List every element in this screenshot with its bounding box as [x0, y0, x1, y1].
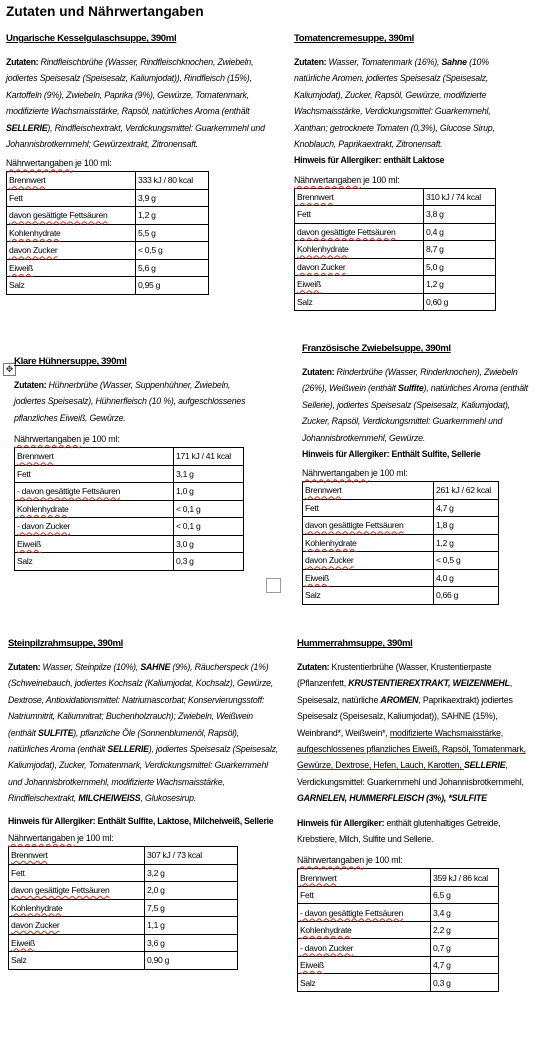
nutrition-row — [303, 552, 499, 570]
nutrition-table — [6, 171, 209, 295]
nutrient-name: Eiweiß — [7, 259, 136, 277]
nutrient-value: 3,2 g — [145, 864, 238, 882]
nutrition-row — [295, 188, 496, 206]
nutrition-row — [15, 500, 244, 518]
nutrient-value: 6,5 g — [431, 886, 499, 904]
nutrition-heading: Nährwertangaben je 100 ml: — [8, 833, 114, 844]
nutrient-name: Brennwert — [303, 482, 434, 500]
nutrition-heading: Nährwertangaben je 100 ml: — [302, 468, 408, 479]
nutrition-table — [8, 846, 238, 970]
nutrient-name: Salz — [303, 587, 434, 605]
nutrient-name: Salz — [298, 974, 431, 992]
nutrient-value: 3,9 g — [136, 189, 209, 207]
nutrition-heading: Nährwertangaben je 100 ml: — [294, 174, 400, 185]
nutrient-name: Salz — [295, 293, 424, 311]
nutrient-value: 3,1 g — [174, 465, 244, 483]
soup-title: Französische Zwiebelsuppe, 390ml — [302, 343, 451, 354]
nutrition-row — [15, 483, 244, 501]
nutrient-value: 5,6 g — [136, 259, 209, 277]
nutrition-row — [15, 465, 244, 483]
nutrition-row — [9, 917, 238, 935]
nutrient-value: 333 kJ / 80 kcal — [136, 172, 209, 190]
nutrient-value: 0,4 g — [424, 223, 496, 241]
nutrient-name: Eiweiß — [9, 934, 145, 952]
nutrition-row — [7, 224, 209, 242]
nutrition-row — [298, 939, 499, 957]
nutrition-row — [7, 189, 209, 207]
nutrient-value: 0,60 g — [424, 293, 496, 311]
nutrient-value: 359 kJ / 86 kcal — [431, 869, 499, 887]
nutrient-value: 1,0 g — [174, 483, 244, 501]
nutrient-name: davon Zucker — [295, 258, 424, 276]
nutrient-value: 1,1 g — [145, 917, 238, 935]
nutrient-name: davon Zucker — [9, 917, 145, 935]
soup-gulasch — [6, 32, 268, 295]
checkbox[interactable] — [266, 578, 281, 593]
nutrient-name: Brennwert — [9, 847, 145, 865]
nutrition-row — [295, 293, 496, 311]
nutrition-row — [15, 553, 244, 571]
nutrition-row — [298, 921, 499, 939]
nutrition-row — [15, 448, 244, 466]
nutrient-value: 0,90 g — [145, 952, 238, 970]
nutrient-value: 8,7 g — [424, 241, 496, 259]
nutrition-row — [9, 899, 238, 917]
nutrient-value: 4,7 g — [431, 956, 499, 974]
allergy-note: Hinweis für Allergiker: enthält Laktose — [294, 155, 445, 166]
nutrition-heading: Nährwertangaben je 100 ml: — [14, 434, 120, 445]
nutrient-name: Brennwert — [7, 172, 136, 190]
nutrient-value: 0,3 g — [431, 974, 499, 992]
nutrition-row — [7, 207, 209, 225]
nutrient-name: Salz — [9, 952, 145, 970]
nutrient-name: Kohlenhydrate — [295, 241, 424, 259]
soup-steinpilz — [8, 637, 280, 970]
nutrient-value: 7,5 g — [145, 899, 238, 917]
ingredients: Zutaten: Wasser, Steinpilze (10%), SAHNE (9%), Räucherspeck (1%) (Schweinebauch, jodiertes Kochsalz (Kaliumjodat, Kochsalz), Gewürze, Dextrose, Antioxidationsmittel: Natriumascorbat; Konservierungsstoff: Natriumnitrit, Kaliumnitrat; Buchenholzrauch); Zwiebeln, Weißwein (enthält SULFITE), pflanzliche Öle (Sonnenblumenöl, Rapsöl), natürliches Aroma (enthält SELLERIE), jodiertes Speisesalz (Speisesalz, Kaliumjodat), Zucker, Tomatenmark, Verdickungsmittel: Guarkernmehl und Johannisbrotkernmehl, modifizierte Wachsmaisstärke, Rindfleischextrakt, MILCHEIWEISS, Glukosesirup. — [8, 662, 279, 804]
ingredients: Zutaten: Hühnerbrühe (Wasser, Suppenhühner, Zwiebeln, jodiertes Speisesalz), Hühnerfleisch (10 %), aufgeschlossenes pflanzliches Eiweiß, Gewürze. — [14, 380, 246, 423]
nutrient-value: 0,7 g — [431, 939, 499, 957]
nutrition-row — [15, 518, 244, 536]
nutrient-name: Kohlenhydrate — [15, 500, 174, 518]
nutrient-name: davon Zucker — [7, 242, 136, 260]
nutrient-value: 0,66 g — [434, 587, 499, 605]
allergy-note: Hinweis für Allergiker: enthält glutenhaltiges Getreide, Krebstiere, Milch, Sulfite und Sellerie. — [297, 817, 501, 845]
nutrition-row — [303, 517, 499, 535]
nutrient-name: Fett — [298, 886, 431, 904]
nutrient-value: 3,6 g — [145, 934, 238, 952]
nutrition-row — [298, 956, 499, 974]
nutrient-name: Salz — [15, 553, 174, 571]
nutrient-name: - davon gesättigte Fettsäuren — [15, 483, 174, 501]
nutrition-table — [302, 481, 499, 605]
ingredients: Zutaten: Rindfleischbrühe (Wasser, Rindfleischknochen, Zwiebeln, jodiertes Speisesalz (Speisesalz, Kaliumjodat)), Rindfleisch (15%), Kartoffeln (9%), Zwiebeln, Paprika (9%), Gewürze, Tomatenmark, modifizierte Wachsmaisstärke, Rapsöl, natürliches Aroma (enthält SELLERIE), Rindfleischextrakt, Verdickungsmittel: Guarkernmehl und Johannisbrotkernmehl; Gewürzextrakt, Zitronensaft. — [6, 57, 265, 150]
nutrient-value: 307 kJ / 73 kcal — [145, 847, 238, 865]
nutrient-name: - davon gesättigte Fettsäuren — [298, 904, 431, 922]
page-title: Zutaten und Nährwertangaben — [6, 4, 204, 19]
nutrient-name: Kohlenhydrate — [7, 224, 136, 242]
nutrient-value: 4,0 g — [434, 569, 499, 587]
nutrient-value: 3,0 g — [174, 535, 244, 553]
nutrient-name: Fett — [7, 189, 136, 207]
nutrition-row — [9, 882, 238, 900]
nutrition-row — [303, 482, 499, 500]
nutrition-row — [7, 242, 209, 260]
nutrition-row — [295, 276, 496, 294]
nutrient-name: davon gesättigte Fettsäuren — [295, 223, 424, 241]
nutrient-value: 2,0 g — [145, 882, 238, 900]
soup-zwiebel — [302, 342, 534, 605]
nutrition-row — [298, 974, 499, 992]
nutrient-value: 0,3 g — [174, 553, 244, 571]
ingredients: Zutaten: Rinderbrühe (Wasser, Rinderknochen), Zwiebeln (26%), Weißwein (enthält Sulfite), natürliches Aroma (enthält Sellerie), jodiertes Speisesalz (Speisesalz, Kaliumjodat), Zucker, Rapsöl, Verdickungsmittel: Guarkernmehl und Johannisbrotkernmehl, Gewürze. — [302, 367, 528, 443]
nutrient-value: 5,0 g — [424, 258, 496, 276]
nutrition-row — [9, 847, 238, 865]
nutrient-value: 5,5 g — [136, 224, 209, 242]
nutrition-table — [294, 188, 496, 312]
soup-title: Ungarische Kesselgulaschsuppe, 390ml — [6, 33, 177, 44]
nutrient-value: 1,2 g — [136, 207, 209, 225]
nutrient-name: Salz — [7, 277, 136, 295]
nutrient-name: Fett — [15, 465, 174, 483]
nutrient-value: 0,95 g — [136, 277, 209, 295]
nutrient-value: 4,7 g — [434, 499, 499, 517]
nutrient-value: 171 kJ / 41 kcal — [174, 448, 244, 466]
nutrient-name: davon Zucker — [303, 552, 434, 570]
ingredients: Zutaten: Krustentierbrühe (Wasser, Krustentierpaste (Pflanzenfett, KRUSTENTIEREXTRAKT, WEIZENMEHL, Speisesalz, natürliche AROMEN, Paprikaextrakt) jodiertes Speisesalz (Speisesalz, Kaliumjodat)), SAHNE (15%), Weinbrand*, Weißwein*, modifizierte Wachsmaisstärke, aufgeschlossenes pflanzliches Eiweiß, Rapsöl, Tomatenmark, Gewürze, Dextrose, Hefen, Lauch, Karotten, SELLERIE, Verdickungsmittel: Guarkernmehl und Johannisbrotkernmehl, GARNELEN, HUMMERFLEISCH (3%), *SULFITE — [297, 662, 526, 804]
nutrition-row — [9, 864, 238, 882]
nutrition-heading: Nährwertangaben je 100 ml: — [297, 855, 403, 866]
soup-tomate — [294, 32, 504, 311]
nutrient-name: Fett — [9, 864, 145, 882]
nutrition-row — [303, 569, 499, 587]
nutrition-row — [9, 934, 238, 952]
allergy-note: Hinweis für Allergiker: Enthält Sulfite, Sellerie — [302, 449, 481, 460]
nutrition-row — [7, 259, 209, 277]
nutrient-name: Kohlenhydrate — [298, 921, 431, 939]
nutrient-value: 1,2 g — [424, 276, 496, 294]
allergy-note: Hinweis für Allergiker: Enthält Sulfite, Laktose, Milcheiweiß, Sellerie — [8, 815, 274, 826]
nutrient-value: < 0,5 g — [434, 552, 499, 570]
nutrient-value: 3,8 g — [424, 206, 496, 224]
nutrition-row — [7, 172, 209, 190]
nutrient-name: Fett — [303, 499, 434, 517]
soup-title: Hummerrahmsuppe, 390ml — [297, 638, 413, 649]
nutrient-name: Eiweiß — [298, 956, 431, 974]
nutrient-value: < 0,1 g — [174, 500, 244, 518]
nutrient-name: davon gesättigte Fettsäuren — [7, 207, 136, 225]
nutrition-row — [295, 206, 496, 224]
soup-title: Klare Hühnersuppe, 390ml — [14, 356, 127, 367]
nutrient-value: 3,4 g — [431, 904, 499, 922]
nutrition-row — [7, 277, 209, 295]
nutrient-name: - davon Zucker — [15, 518, 174, 536]
nutrient-name: Brennwert — [295, 188, 424, 206]
nutrient-name: Kohlenhydrate — [303, 534, 434, 552]
nutrient-value: 2,2 g — [431, 921, 499, 939]
nutrient-name: - davon Zucker — [298, 939, 431, 957]
nutrient-value: 261 kJ / 62 kcal — [434, 482, 499, 500]
nutrient-name: Kohlenhydrate — [9, 899, 145, 917]
nutrient-name: Brennwert — [15, 448, 174, 466]
move-handle-icon[interactable]: ✥ — [3, 363, 16, 376]
nutrient-name: davon gesättigte Fettsäuren — [303, 517, 434, 535]
nutrient-value: 1,8 g — [434, 517, 499, 535]
nutrient-name: Eiweiß — [303, 569, 434, 587]
nutrient-name: Brennwert — [298, 869, 431, 887]
nutrient-name: davon gesättigte Fettsäuren — [9, 882, 145, 900]
nutrition-row — [9, 952, 238, 970]
nutrition-row — [15, 535, 244, 553]
nutrient-value: 310 kJ / 74 kcal — [424, 188, 496, 206]
nutrition-table — [14, 447, 244, 571]
nutrition-row — [298, 886, 499, 904]
nutrient-value: < 0,1 g — [174, 518, 244, 536]
nutrient-value: 1,2 g — [434, 534, 499, 552]
soup-huehner — [14, 355, 254, 571]
soup-hummer — [297, 637, 541, 992]
nutrient-name: Eiweiß — [295, 276, 424, 294]
nutrition-heading: Nährwertangaben je 100 ml: — [6, 158, 112, 169]
nutrition-row — [303, 587, 499, 605]
nutrition-table — [297, 868, 499, 992]
nutrient-value: < 0,5 g — [136, 242, 209, 260]
nutrition-row — [298, 904, 499, 922]
nutrient-name: Fett — [295, 206, 424, 224]
nutrition-row — [295, 241, 496, 259]
nutrition-row — [303, 499, 499, 517]
ingredients: Zutaten: Wasser, Tomatenmark (16%), Sahne (10% natürliche Aromen, jodiertes Speisesalz (Speisesalz, Kaliumjodat), Zucker, Rapsöl, Gewürze, modifizierte Wachsmaisstärke, Verdickungsmittel: Guarkernmehl, Xanthan; getrocknete Tomaten (0,3%), Glucose Sirup, Knoblauch, Paprikaextrakt, Zitronensaft. — [294, 57, 495, 150]
soup-title: Tomatencremesuppe, 390ml — [294, 33, 414, 44]
nutrient-name: Eiweiß — [15, 535, 174, 553]
nutrition-row — [303, 534, 499, 552]
nutrition-row — [295, 223, 496, 241]
nutrition-row — [295, 258, 496, 276]
soup-title: Steinpilzrahmsuppe, 390ml — [8, 638, 123, 649]
nutrition-row — [298, 869, 499, 887]
